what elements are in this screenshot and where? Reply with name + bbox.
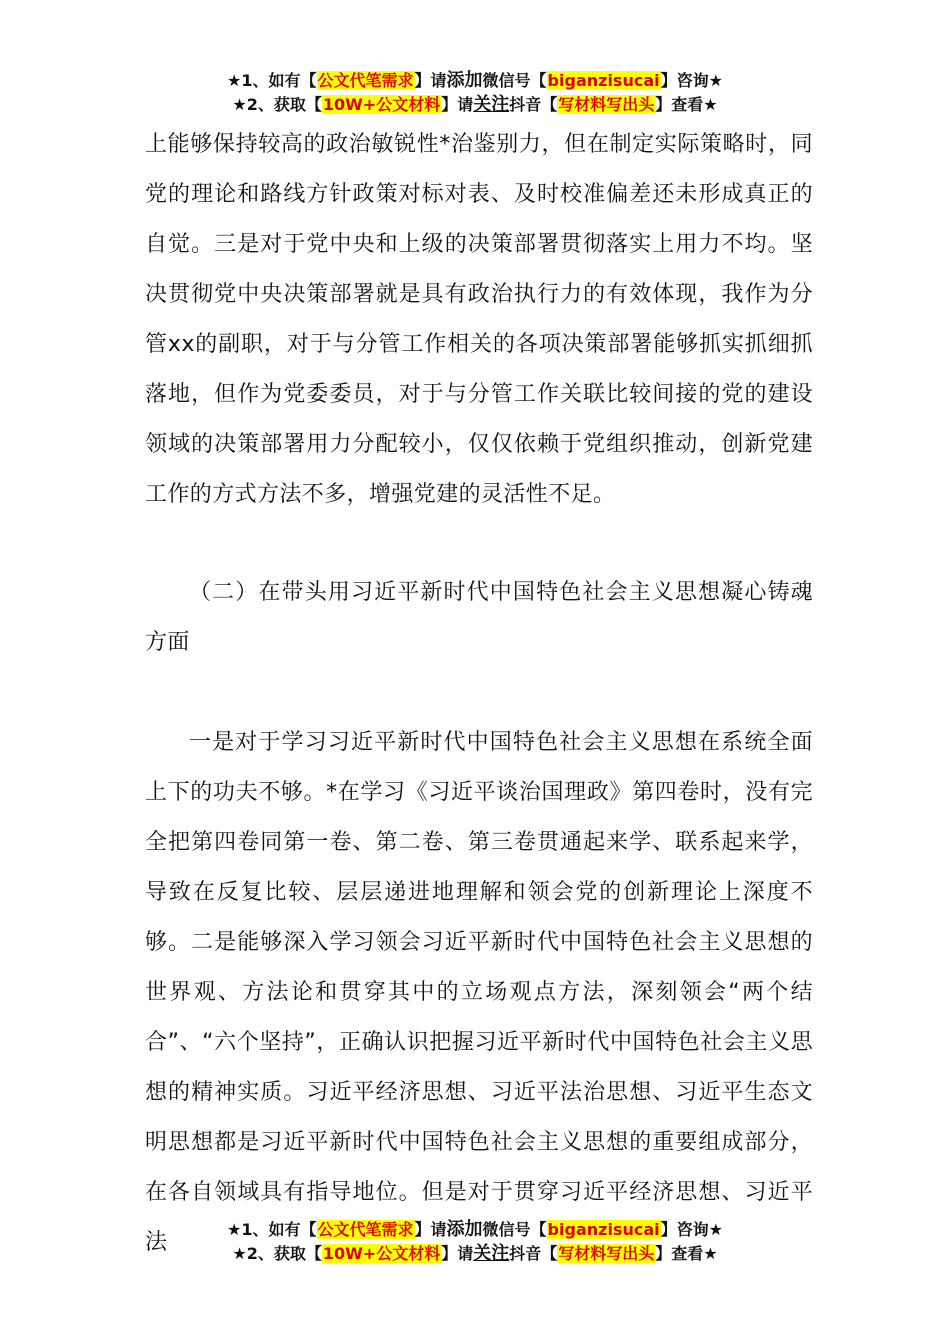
footer-promo-line-1 [0,1219,950,1241]
body-paragraph: 一是对于学习习近平新时代中国特色社会主义思想在系统全面上下的功夫不够。*在学习《习近平谈治国理政》第四卷时，没有完全把第四卷同第一卷、第二卷、第三卷贯通起来学、联系起来学，导致在反复比较、层层递进地理解和领会党的创新理论上深度不够。二是能够深入学习领会习近平新时代中国特色社会主义思想的世界观、方法论和贯穿其中的立场观点方法，深刻领会“两个结合”、“六个坚持”，正确认识把握习近平新时代中国特色社会主义思想的精神实质。习近平经济思想、习近平法治思想、习近平生态文明思想都是习近平新时代中国特色社会主义思想的重要组成部分，在各自领域具有指导地位。但是对于贯穿习近平经济思想、习近平法 [145,730,813,1255]
promo-text: 】请 [441,95,474,114]
promo-suffix: 】查看★ [655,1244,718,1263]
promo-highlight-materials: 10W+公文材料 [322,1244,441,1263]
promo-highlight-materials: 10W+公文材料 [322,95,441,114]
promo-suffix: 】咨询★ [660,71,723,90]
promo-highlight-wechat-id: biganzisucai [547,1220,660,1239]
promo-emphasis: 添加 [446,70,483,91]
header-promo-line-2 [0,94,950,116]
promo-prefix: ★2、获取【 [232,95,322,114]
footer-promo-line-2 [0,1243,950,1265]
header-promo-line-1 [0,70,950,92]
promo-text: 抖音【 [509,1244,558,1263]
promo-highlight-douyin-id: 写材料写出头 [558,95,655,114]
promo-suffix: 】查看★ [655,95,718,114]
promo-prefix: ★2、获取【 [232,1244,322,1263]
promo-highlight-service: 公文代笔需求 [317,1220,414,1239]
promo-text: 微信号【 [482,71,547,90]
promo-highlight-service: 公文代笔需求 [317,71,414,90]
section-heading: （二）在带头用习近平新时代中国特色社会主义思想凝心铸魂方面 [145,580,813,655]
promo-emphasis: 添加 [446,1219,483,1240]
promo-highlight-wechat-id: biganzisucai [547,71,660,90]
promo-highlight-douyin-id: 写材料写出头 [558,1244,655,1263]
promo-text: 】请 [414,71,447,90]
promo-prefix: ★1、如有【 [227,1220,317,1239]
promo-text: 】请 [441,1244,474,1263]
promo-text: 抖音【 [509,95,558,114]
promo-emphasis: 关注 [473,1243,510,1264]
body-paragraph: 上能够保持较高的政治敏锐性*治鉴别力，但在制定实际策略时，同党的理论和路线方针政策对标对表、及时校准偏差还未形成真正的自觉。三是对于党中央和上级的决策部署贯彻落实上用力不均。坚决贯彻党中央决策部署就是具有政治执行力的有效体现，我作为分管xx的副职，对于与分管工作相关的各项决策部署能够抓实抓细抓落地，但作为党委委员，对于与分管工作关联比较间接的党的建设领域的决策部署用力分配较小，仅仅依赖于党组织推动，创新党建工作的方式方法不多，增强党建的灵活性不足。 [145,132,813,507]
promo-prefix: ★1、如有【 [227,71,317,90]
promo-suffix: 】咨询★ [660,1220,723,1239]
promo-text: 微信号【 [482,1220,547,1239]
promo-emphasis: 关注 [473,94,510,115]
promo-text: 】请 [414,1220,447,1239]
